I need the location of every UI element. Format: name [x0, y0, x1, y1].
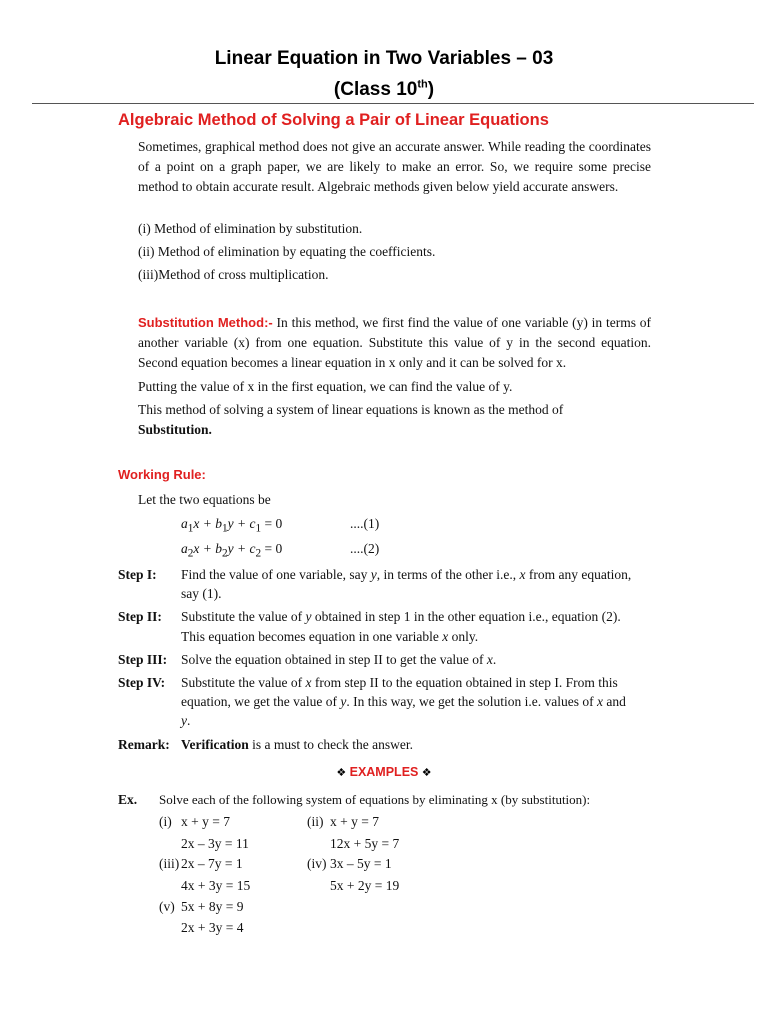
diamond-icon: ❖ [421, 767, 432, 779]
equation-2-number: ....(2) [350, 541, 380, 556]
problem-eq: x + y = 7 [181, 814, 230, 829]
subtitle-text: (Class 10 [333, 79, 418, 100]
method-item: (iii)Method of cross multiplication. [138, 267, 329, 282]
step-text: say (1). [181, 586, 222, 601]
method-item: (i) Method of elimination by substitution. [138, 221, 363, 236]
problem-number: (iv) [307, 856, 327, 871]
equation-2: $a_2x + b_2y + c_2 = 0$ [181, 541, 283, 560]
page-subtitle [0, 79, 768, 101]
step-text: equation, we get the value of y. In this way, we get the solution i.e. values of x and [181, 694, 626, 709]
page-title: Linear Equation in Two Variables – 03 [214, 48, 554, 69]
step-text: This equation becomes equation in one variable x only. [181, 629, 479, 644]
subtitle-close: ) [427, 79, 435, 100]
problem-eq: 3x – 5y = 1 [330, 856, 392, 871]
step-text: Solve the equation obtained in step II to get the value of x. [181, 652, 497, 667]
examples-heading [0, 762, 768, 783]
substitution-label: Substitution Method:- [138, 315, 273, 330]
problem-number: (i) [159, 814, 172, 829]
section-heading: Algebraic Method of Solving a Pair of Linear Equations [118, 111, 549, 129]
putting-text: Putting the value of x in the first equation, we can find the value of y. [138, 379, 513, 394]
ex-label: Ex. [118, 792, 138, 807]
working-rule-label: Working Rule: [118, 467, 206, 482]
substitution-paragraph [118, 313, 651, 373]
problem-eq: 2x – 7y = 1 [181, 856, 243, 871]
step-label: Step II: [118, 609, 162, 624]
let-text: Let the two equations be [138, 492, 271, 507]
problem-number: (ii) [307, 814, 324, 829]
problem-eq: 5x + 8y = 9 [181, 899, 244, 914]
known-paragraph [138, 400, 651, 440]
problem-eq: 5x + 2y = 19 [330, 878, 400, 893]
subtitle-superscript: th [417, 78, 428, 91]
problem-number: (v) [159, 899, 175, 914]
step-text: y. [181, 713, 191, 728]
step-text: Substitute the value of y obtained in step 1 in the other equation i.e., equation (2). [181, 609, 621, 624]
step-label: Step III: [118, 652, 168, 667]
problem-eq: x + y = 7 [330, 814, 379, 829]
known-text: This method of solving a system of linear equations is known as the method of [138, 402, 564, 417]
step-text: Find the value of one variable, say y, in terms of the other i.e., x from any equation, [181, 567, 632, 582]
problem-eq: 4x + 3y = 15 [181, 878, 251, 893]
step-text: Substitute the value of x from step II to the equation obtained in step I. From this [181, 675, 618, 690]
problem-eq: 2x + 3y = 4 [181, 920, 244, 935]
problem-number: (iii) [159, 856, 180, 871]
remark-text: Verification is a must to check the answer. [181, 737, 413, 752]
step-label: Step IV: [118, 675, 166, 690]
problem-eq: 2x – 3y = 11 [181, 836, 249, 851]
known-bold: Substitution. [138, 422, 212, 437]
equation-1: $a_1x + b_1y + c_1 = 0$ [181, 516, 283, 535]
equation-1-number: ....(1) [350, 516, 380, 531]
remark-label: Remark: [118, 737, 170, 752]
diamond-icon: ❖ [336, 767, 347, 779]
method-item: (ii) Method of elimination by equating the coefficients. [138, 244, 436, 259]
intro-paragraph: Sometimes, graphical method does not give an accurate answer. While reading the coordinates of a point on a graph paper, we are likely to make an error. So, we require some precise method to obtain accurate result. Algebraic methods given below yield accurate answers. [138, 139, 651, 194]
examples-title: EXAMPLES [349, 765, 419, 779]
step-label: Step I: [118, 567, 157, 582]
header-divider [32, 103, 754, 104]
substitution-text: In this method, we first find the value of one variable (y) in terms of another variable (x) from one equation. Substitute this value of y in the second equation. Second equation becomes a linear equation in x only and it can be solved for x. [138, 315, 651, 370]
ex-instruction: Solve each of the following system of equations by eliminating x (by substitution): [159, 792, 591, 807]
problem-eq: 12x + 5y = 7 [330, 836, 400, 851]
